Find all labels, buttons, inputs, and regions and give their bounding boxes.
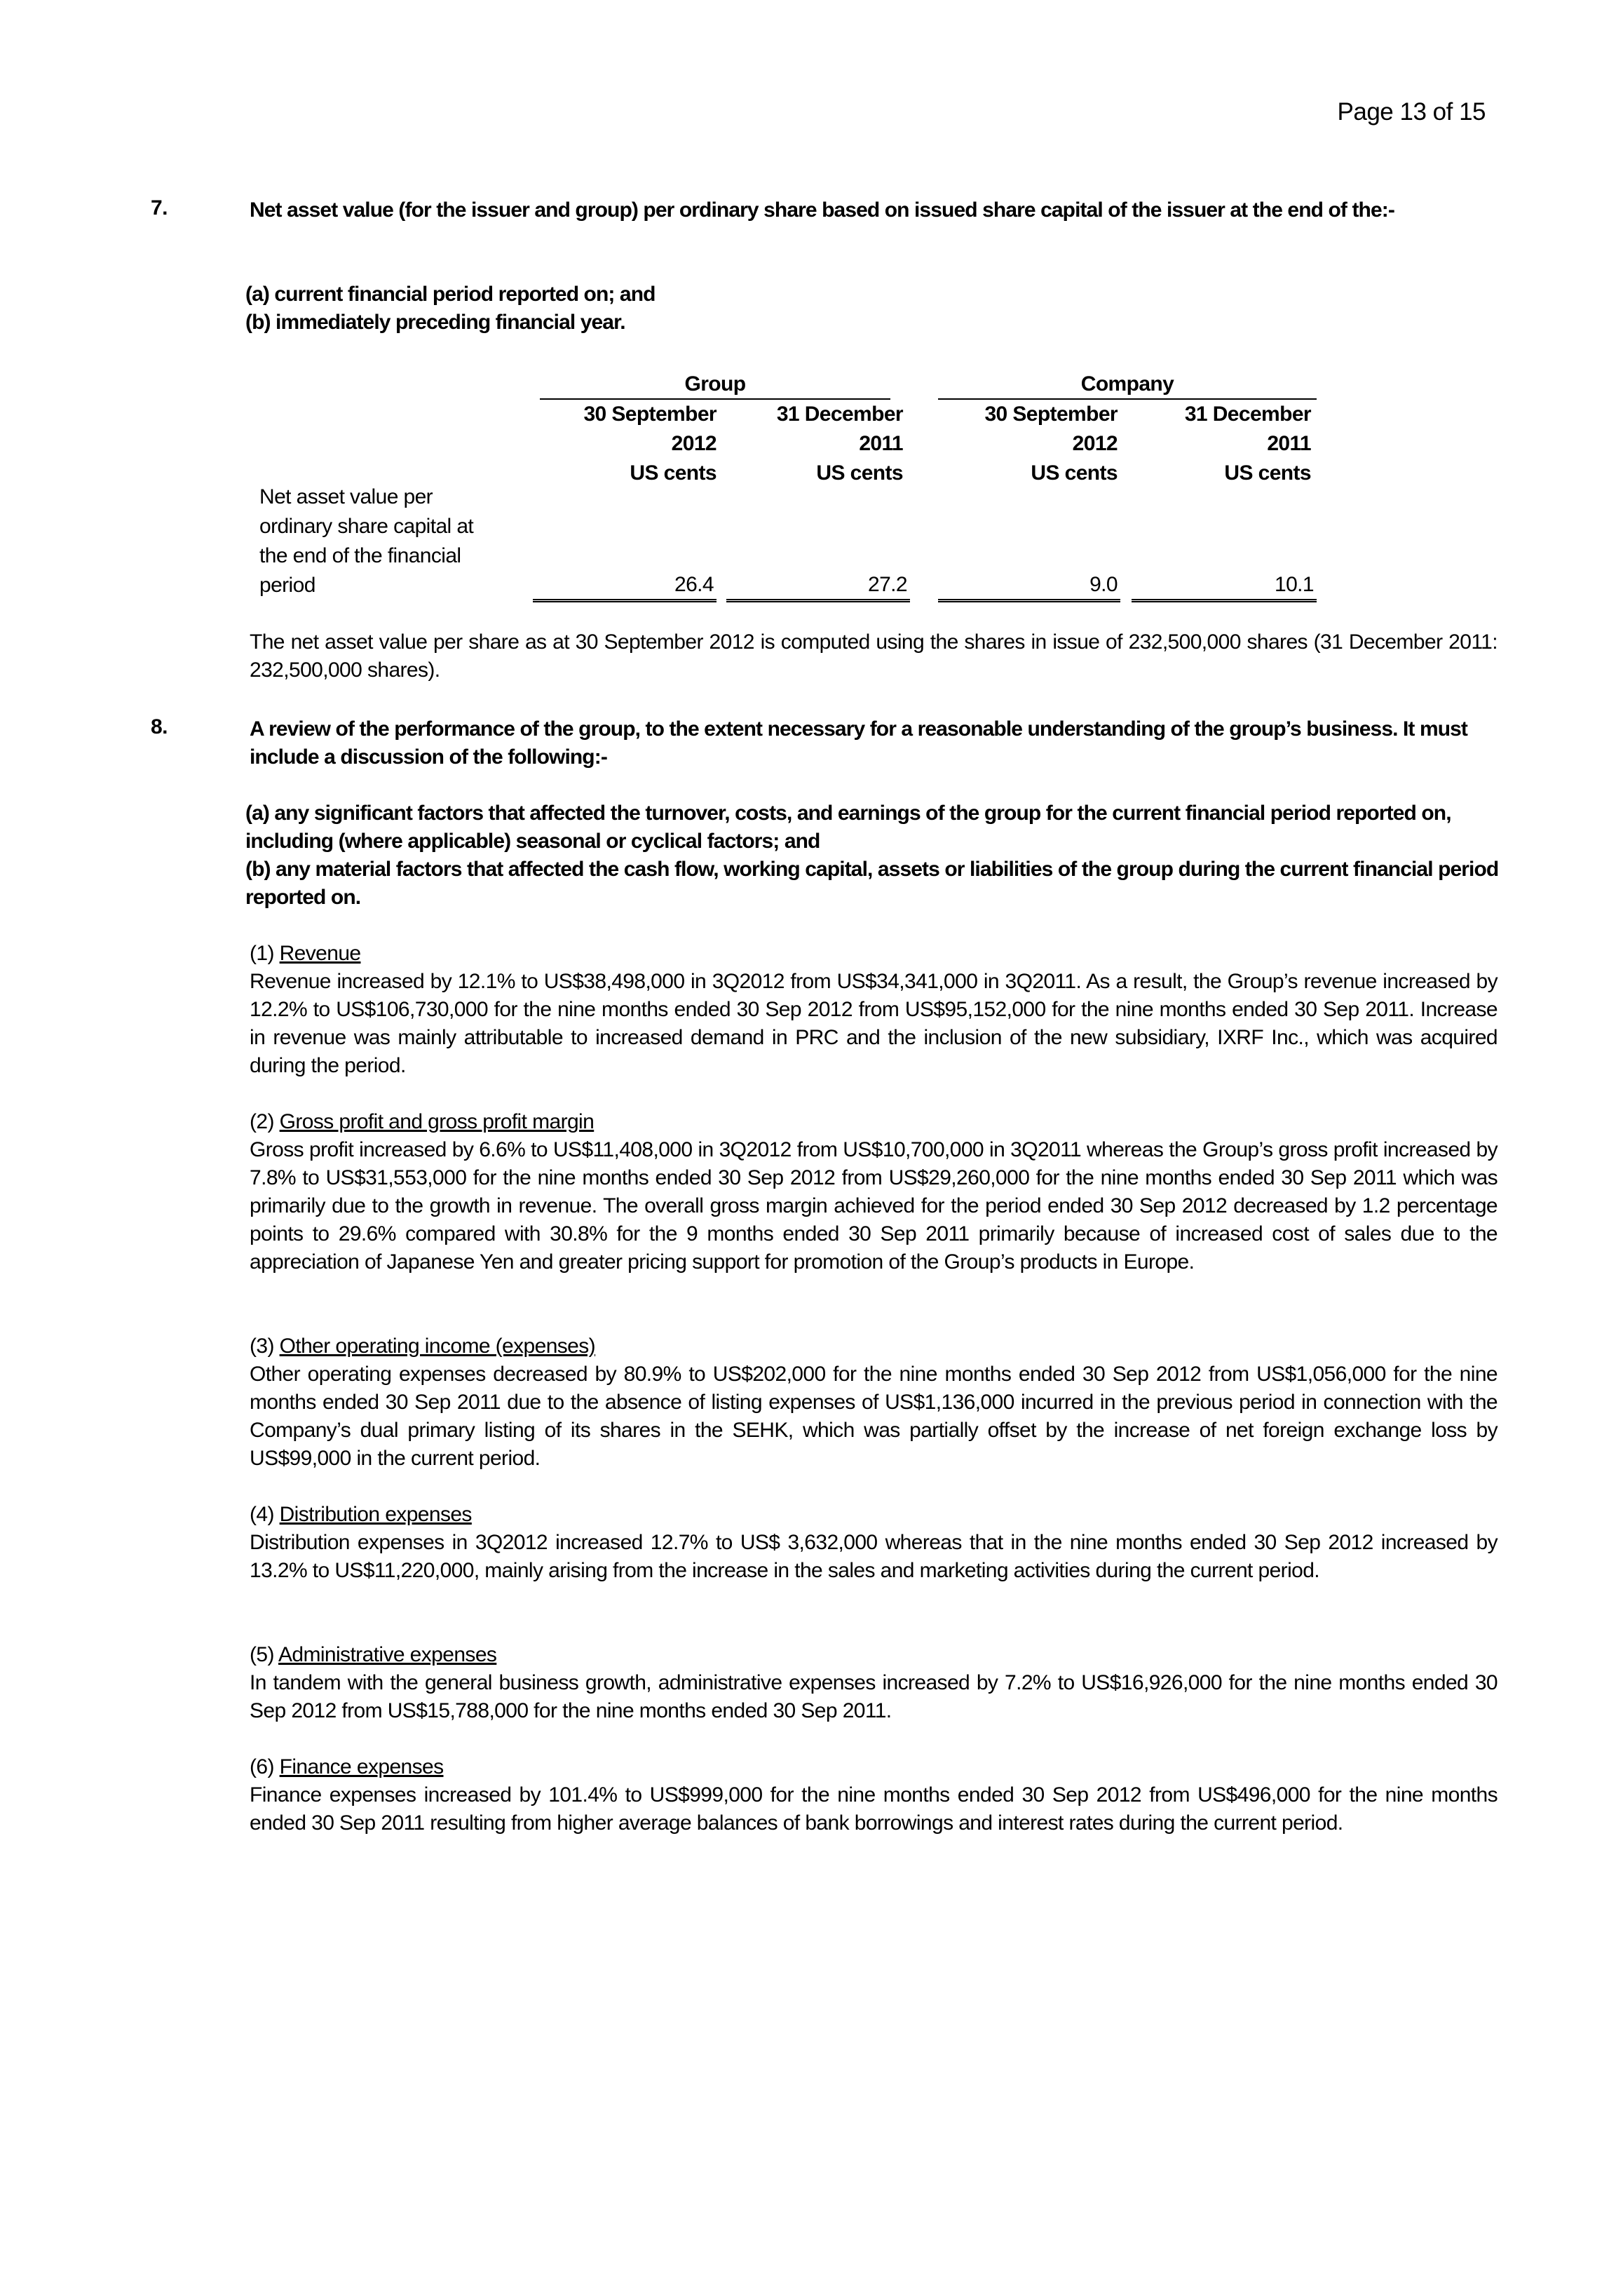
subsection-prefix: (2) bbox=[250, 1110, 280, 1133]
column-header-line: US cents bbox=[630, 461, 717, 485]
column-header-line: US cents bbox=[1031, 461, 1118, 485]
subsection-title: Distribution expenses bbox=[279, 1503, 472, 1526]
section-7-heading: Net asset value (for the issuer and group) per ordinary share based on issued share capital of the issuer at the end of the:- bbox=[250, 198, 1394, 222]
column-header-line: 2012 bbox=[671, 432, 717, 455]
section-8-item-b: (b) any material factors that affected the cash flow, working capital, assets or liabilities of the group during the current financial period reported on. bbox=[245, 858, 1499, 909]
subsection-6-body: Finance expenses increased by 101.4% to US$999,000 for the nine months ended 30 Sep 2012 from US$496,000 for the nine months ended 30 Sep 2011 resulting from higher average balances of bank borrowings and interest rates during the current period. bbox=[250, 1783, 1498, 1835]
column-header-line: US cents bbox=[816, 461, 903, 485]
section-7-note: The net asset value per share as at 30 September 2012 is computed using the shares in issue of 232,500,000 shares (31 December 2011: 232,500,000 shares). bbox=[250, 630, 1498, 682]
section-7-items bbox=[245, 281, 1500, 337]
subsection-1-heading bbox=[250, 940, 361, 968]
column-header-line: 31 December bbox=[1184, 403, 1311, 426]
column-header-company-2011 bbox=[1122, 400, 1311, 488]
subsection-prefix: (6) bbox=[250, 1755, 280, 1778]
subsection-5-body: In tandem with the general business growth, administrative expenses increased by 7.2% to US$16,926,000 for the nine months ended 30 Sep 2012 from US$15,788,000 for the nine months ended 30 Sep 2011. bbox=[250, 1671, 1498, 1722]
column-header-line: 2011 bbox=[1267, 432, 1311, 455]
subsection-prefix: (4) bbox=[250, 1503, 280, 1526]
column-header-company-2012 bbox=[934, 400, 1118, 488]
column-header-line: 30 September bbox=[583, 403, 717, 426]
subsection-2-body: Gross profit increased by 6.6% to US$11,408,000 in 3Q2012 from US$10,700,000 in 3Q2011 whereas the Group’s gross profit increased by 7.8% to US$31,553,000 for the nine months ended 30 Sep 2012 from US$29,260,000 for the nine months ended 30 Sep 2011 which was primarily due to the growth in revenue. The overall gross margin achieved for the period ended 30 Sep 2012 decreased by 1.2 percentage points to 29.6% compared with 30.8% for the 9 months ended 30 Sep 2011 primarily because of increased cost of sales due to the appreciation of Japanese Yen and greater pricing support for promotion of the Group’s products in Europe. bbox=[250, 1138, 1498, 1274]
column-header-group-2011 bbox=[722, 400, 903, 488]
section-8-items bbox=[245, 799, 1500, 912]
subsection-3-heading bbox=[250, 1332, 595, 1360]
subsection-prefix: (1) bbox=[250, 942, 280, 965]
subsection-title: Administrative expenses bbox=[278, 1643, 497, 1666]
value-company-2012: 9.0 bbox=[938, 571, 1120, 602]
page-number: Page 13 of 15 bbox=[1337, 98, 1486, 126]
row-label-line: period bbox=[259, 574, 315, 597]
subsection-1-body: Revenue increased by 12.1% to US$38,498,000 in 3Q2012 from US$34,341,000 in 3Q2011. As a result, the Group’s revenue increased by 12.2% to US$106,730,000 for the nine months ended 30 Sep 2012 from US$95,152,000 for the nine months ended 30 Sep 2011. Increase in revenue was mainly attributable to increased demand in PRC and the inclusion of the new subsidiary, IXRF Inc., which was acquired during the period. bbox=[250, 970, 1498, 1077]
company-header: Company bbox=[938, 370, 1317, 400]
subsection-prefix: (5) bbox=[250, 1643, 278, 1666]
subsection-title: Revenue bbox=[279, 942, 361, 965]
value-group-2011: 27.2 bbox=[726, 571, 910, 602]
group-header: Group bbox=[540, 370, 890, 400]
subsection-title: Other operating income (expenses) bbox=[279, 1335, 596, 1358]
section-8-heading: A review of the performance of the group, to the extent necessary for a reasonable understanding of the group’s business. It must include a discussion of the following:- bbox=[250, 717, 1468, 769]
column-header-group-2012 bbox=[533, 400, 717, 488]
section-7-item-b: (b) immediately preceding financial year. bbox=[245, 311, 625, 334]
row-label-line: Net asset value per bbox=[259, 485, 433, 508]
section-7-item-a: (a) current financial period reported on; and bbox=[245, 283, 656, 306]
value-group-2012: 26.4 bbox=[533, 571, 717, 602]
subsection-4-heading bbox=[250, 1501, 472, 1529]
value-company-2011: 10.1 bbox=[1132, 571, 1317, 602]
row-label-nav-per-share bbox=[259, 482, 526, 600]
subsection-title: Gross profit and gross profit margin bbox=[279, 1110, 595, 1133]
subsection-prefix: (3) bbox=[250, 1335, 280, 1358]
subsection-title: Finance expenses bbox=[279, 1755, 444, 1778]
subsection-5-heading bbox=[250, 1641, 496, 1669]
column-header-line: US cents bbox=[1224, 461, 1311, 485]
subsection-4-body: Distribution expenses in 3Q2012 increased 12.7% to US$ 3,632,000 whereas that in the nine months ended 30 Sep 2012 increased by 13.2% to US$11,220,000, mainly arising from the increase in the sales and marketing activities during the current period. bbox=[250, 1531, 1498, 1582]
column-header-line: 2012 bbox=[1072, 432, 1118, 455]
nav-table bbox=[252, 370, 1318, 602]
column-header-line: 31 December bbox=[776, 403, 903, 426]
row-label-line: the end of the financial bbox=[259, 544, 461, 567]
subsection-6-heading bbox=[250, 1753, 444, 1781]
subsection-2-heading bbox=[250, 1108, 594, 1136]
subsection-3-body: Other operating expenses decreased by 80.9% to US$202,000 for the nine months ended 30 Sep 2012 from US$1,056,000 for the nine months ended 30 Sep 2011 due to the absence of listing expenses of US$1,136,000 incurred in the previous period in connection with the Company’s dual primary listing of its shares in the SEHK, which was partially offset by the increase of net foreign exchange loss by US$99,000 in the current period. bbox=[250, 1363, 1498, 1470]
column-header-line: 30 September bbox=[984, 403, 1118, 426]
section-8-item-a: (a) any significant factors that affected the turnover, costs, and earnings of the group for the current financial period reported on, including (where applicable) seasonal or cyclical factors; and bbox=[245, 802, 1451, 853]
section-7-number: 7. bbox=[151, 196, 168, 220]
section-8-number: 8. bbox=[151, 715, 168, 738]
column-header-line: 2011 bbox=[859, 432, 903, 455]
row-label-line: ordinary share capital at bbox=[259, 515, 474, 538]
